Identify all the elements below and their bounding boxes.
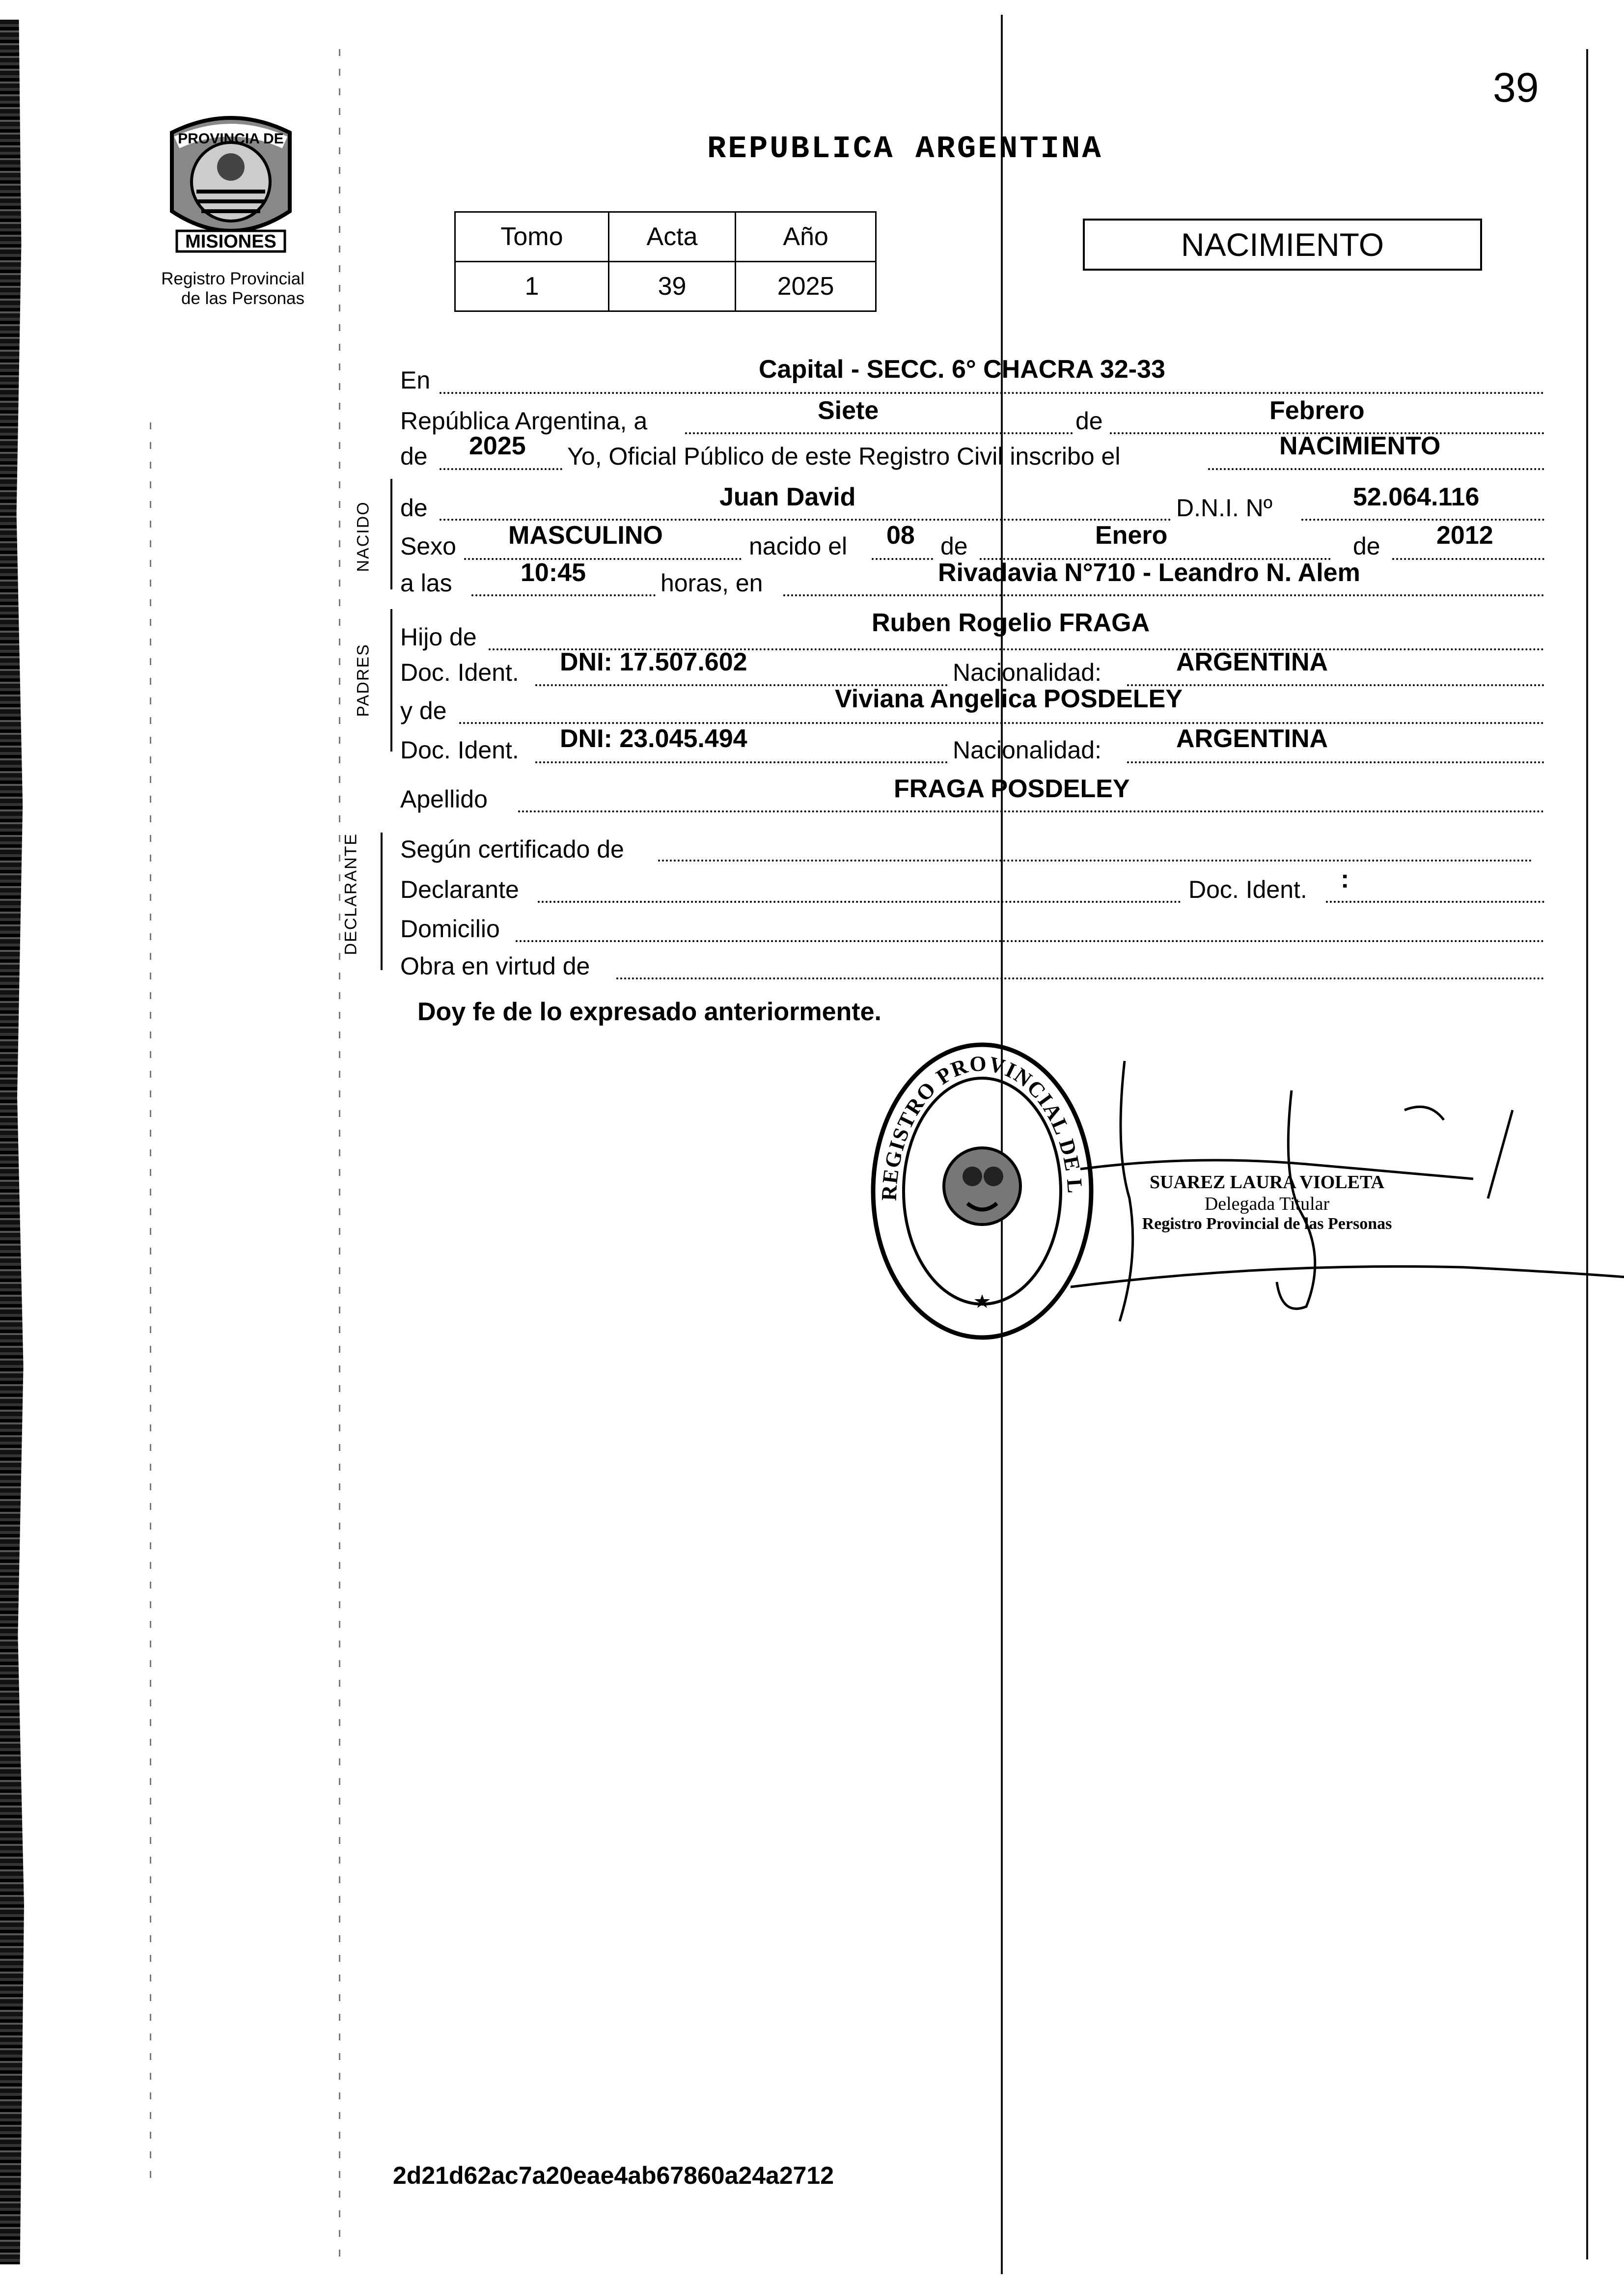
dia-fill [685, 403, 1073, 434]
left-punch-line [150, 422, 151, 2191]
nac-dia-value: 08 [886, 521, 915, 550]
header-tomo: Tomo [455, 212, 609, 262]
signatory-name: SUAREZ LAURA VIOLETA [1150, 1172, 1384, 1193]
horas-en-label: horas, en [661, 569, 763, 597]
mes-value: Febrero [1269, 396, 1365, 425]
registry-caption [113, 269, 304, 308]
hijo-de-label: Hijo de [400, 623, 477, 651]
scan-edge-artifact [0, 20, 34, 2264]
obra-fill [616, 948, 1544, 979]
apellido-value: FRAGA POSDELEY [894, 775, 1130, 803]
segun-fill [658, 830, 1532, 862]
domicilio-fill [516, 911, 1544, 942]
record-table [454, 211, 877, 312]
decl-doc-label: Doc. Ident. [1188, 876, 1307, 903]
nac-de1-label: de [940, 532, 968, 560]
record-type-box: NACIMIENTO [1083, 219, 1482, 271]
nacido-el-label: nacido el [749, 532, 848, 560]
y-de-label: y de [400, 697, 447, 724]
padres-side-label: PADRES [354, 643, 373, 717]
page-number: 39 [1493, 64, 1539, 111]
domicilio-label: Domicilio [400, 915, 500, 943]
declarante-fill [538, 871, 1181, 903]
padre-doc-label: Doc. Ident. [400, 659, 519, 686]
dni-value: 52.064.116 [1353, 483, 1480, 511]
madre-nacionalidad-label: Nacionalidad: [953, 736, 1101, 764]
nac-anio-value: 2012 [1436, 521, 1493, 550]
declarante-bracket [381, 833, 385, 970]
svg-text:MISIONES: MISIONES [185, 231, 276, 252]
header-anio: Año [736, 212, 876, 262]
padre-doc-value: DNI: 17.507.602 [560, 648, 747, 676]
signatory-role: Delegada Titular [1204, 1194, 1330, 1214]
inscribo-value: NACIMIENTO [1279, 432, 1441, 460]
nacido-bracket [390, 479, 395, 589]
signature-block [1090, 1171, 1444, 1233]
anio-value: 2025 [469, 432, 526, 460]
nac-de2-label: de [1353, 532, 1380, 560]
sexo-value: MASCULINO [508, 521, 663, 550]
nac-mes-value: Enero [1095, 521, 1168, 550]
declarante-label: Declarante [400, 876, 519, 903]
value-tomo: 1 [455, 262, 609, 311]
header-acta: Acta [608, 212, 735, 262]
dni-label: D.N.I. Nº [1176, 494, 1273, 522]
value-anio: 2025 [736, 262, 876, 311]
padre-nacionalidad-label: Nacionalidad: [953, 659, 1101, 686]
apellido-label: Apellido [400, 785, 488, 813]
madre-value: Viviana Angelica POSDELEY [835, 685, 1183, 713]
de-nombre-label: de [400, 494, 428, 522]
declarante-side-label: DECLARANTE [341, 833, 360, 955]
closing-statement: Doy fe de lo expresado anteriormente. [417, 998, 881, 1026]
province-seal [142, 113, 319, 260]
registry-caption-line2: de las Personas [181, 289, 304, 308]
value-acta: 39 [608, 262, 735, 311]
madre-nac-value: ARGENTINA [1176, 724, 1328, 753]
hora-value: 10:45 [521, 558, 586, 587]
republica-label: República Argentina, a [400, 407, 648, 435]
registry-caption-line1: Registro Provincial [161, 269, 304, 288]
de-label: de [1075, 407, 1103, 435]
signatory-office: Registro Provincial de las Personas [1142, 1215, 1392, 1233]
de-anio-label: de [400, 443, 428, 470]
dia-value: Siete [818, 396, 879, 425]
document-hash: 2d21d62ac7a20eae4ab67860a24a2712 [393, 2162, 834, 2189]
decl-doc-value: : [1341, 865, 1349, 893]
nombre-value: Juan David [719, 483, 856, 511]
document-title: REPUBLICA ARGENTINA [707, 132, 1103, 167]
madre-doc-value: DNI: 23.045.494 [560, 724, 747, 753]
padre-value: Ruben Rogelio FRAGA [872, 609, 1150, 637]
madre-doc-label: Doc. Ident. [400, 736, 519, 764]
padre-nac-value: ARGENTINA [1176, 648, 1328, 676]
en-value: Capital - SECC. 6° CHACRA 32-33 [759, 355, 1165, 384]
nacido-side-label: NACIDO [354, 501, 373, 572]
segun-label: Según certificado de [400, 836, 624, 863]
lugar-value: Rivadavia N°710 - Leandro N. Alem [938, 558, 1360, 587]
padres-bracket [390, 609, 395, 752]
a-las-label: a las [400, 569, 452, 597]
obra-label: Obra en virtud de [400, 952, 590, 980]
en-label: En [400, 366, 431, 394]
sexo-label: Sexo [400, 532, 456, 560]
svg-text:PROVINCIA DE: PROVINCIA DE [178, 131, 284, 147]
svg-text:REGISTRO PROVINCIAL DE LAS PER: REGISTRO PROVINCIAL DE L [877, 1051, 1087, 1201]
yo-label: Yo, Oficial Público de este Registro Civil inscribo el [567, 443, 1121, 470]
official-stamp [867, 1039, 1098, 1343]
left-margin-line [339, 49, 340, 2259]
decl-doc-fill [1326, 871, 1544, 903]
